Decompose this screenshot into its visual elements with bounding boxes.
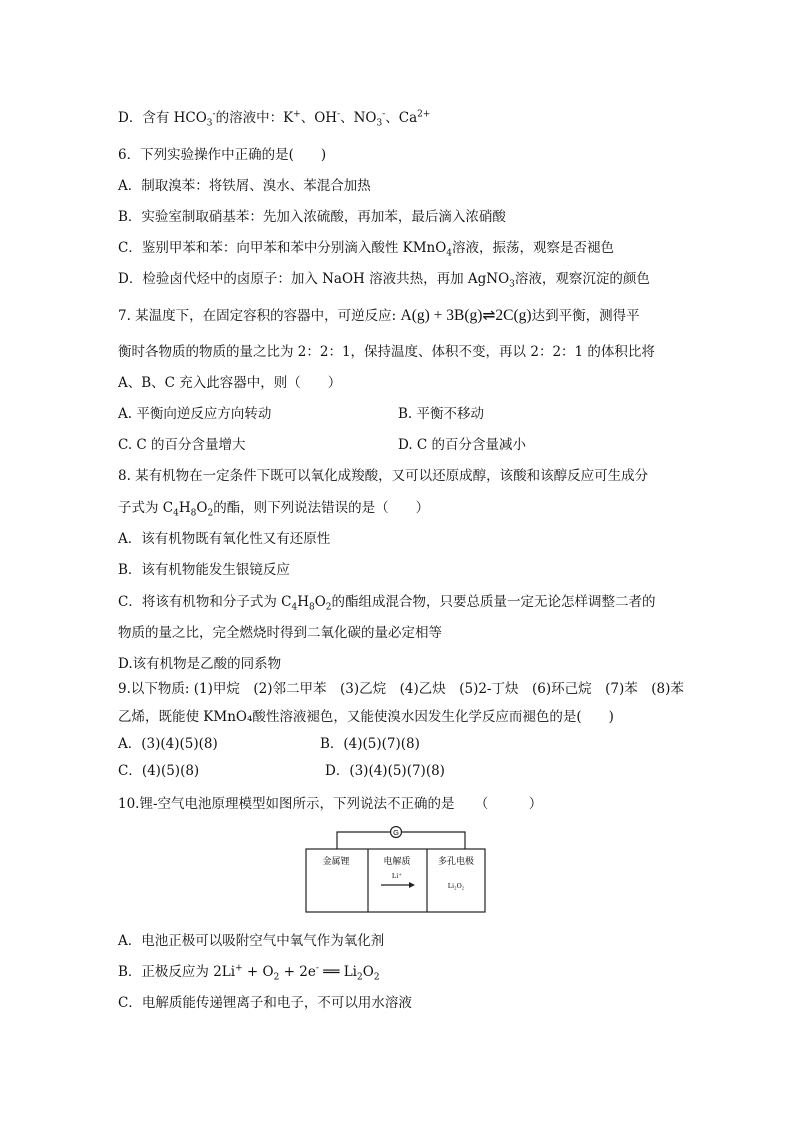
superscript: - <box>337 109 341 120</box>
question-8-option-b: B．该有机物能发生银镜反应 <box>118 562 290 578</box>
text: O <box>362 964 374 980</box>
question-8-option-c-line-1 <box>118 593 656 611</box>
superscript: 2+ <box>417 109 431 120</box>
question-10-option-c: C．电解质能传递锂离子和电子，不可以用水溶液 <box>118 995 412 1011</box>
question-9-stem-line-2: 乙烯，既能使 KMnO₄酸性溶液褪色，又能使溴水因发生化学反应而褪色的是( ) <box>118 709 614 725</box>
superscript: - <box>382 109 386 120</box>
product-label: Li₂O₂ <box>447 882 465 890</box>
question-8-option-c-line-2: 物质的量之比，完全燃烧时得到二氧化碳的量必定相等 <box>118 625 442 641</box>
text: H <box>178 500 191 516</box>
subscript: 3 <box>376 118 383 129</box>
subscript: 2 <box>357 972 363 983</box>
text: 、NO <box>340 110 377 126</box>
question-10-option-a: A．电池正极可以吸附空气中氧气作为氧化剂 <box>118 933 385 949</box>
subscript: 4 <box>291 602 298 613</box>
question-7-option-b: B. 平衡不移动 <box>398 406 485 422</box>
question-9-option-c: C．(4)(5)(8) <box>118 763 200 779</box>
text: 溶液，振荡，观察是否褪色 <box>452 240 615 256</box>
electrolyte-label: 电解质 <box>383 857 411 867</box>
text: D．含有 HCO <box>118 110 207 126</box>
question-9-stem-line-1: 9.以下物质: (1)甲烷 (2)邻二甲苯 (3)乙烷 (4)乙炔 (5)2-丁炔 (6)环己烷 (7)苯 (8)苯 <box>118 681 684 697</box>
question-9-option-d: D．(3)(4)(5)(7)(8) <box>325 763 445 779</box>
text: B．正极反应为 2Li <box>118 964 236 980</box>
text: C．将该有机物和分子式为 C <box>118 594 292 610</box>
text: 的溶液中：K <box>215 110 294 126</box>
question-7-stem-line-3: A、B、C 充入此容器中，则（ ） <box>118 375 342 391</box>
subscript: 3 <box>206 118 213 129</box>
text: 达到平衡，测得平 <box>531 308 640 324</box>
equilibrium-equation: A(g) + 3B(g)⇌2C(g) <box>400 307 532 324</box>
galvanometer-label: G <box>393 828 399 837</box>
text: O <box>314 594 326 610</box>
text: O <box>196 500 208 516</box>
text: 、Ca <box>385 110 418 126</box>
question-7-stem-line-1 <box>118 307 640 325</box>
subscript: 4 <box>173 508 179 519</box>
question-8-stem-line-2 <box>118 499 429 517</box>
lithium-metal-label: 金属锂 <box>322 857 350 867</box>
battery-diagram-svg <box>305 826 487 914</box>
subscript: 2 <box>207 508 214 519</box>
question-7-option-c: C. C 的百分含量增大 <box>118 437 246 453</box>
question-8-option-d: D.该有机物是乙酸的同系物 <box>118 656 282 672</box>
question-7-stem-line-2: 衡时各物质的物质的量之比为 2：2：1，保持温度、体积不变，再以 2：2：1 的体积比将 <box>118 344 655 360</box>
question-9-option-a: A．(3)(4)(5)(8) <box>118 736 218 752</box>
question-9-option-b: B．(4)(5)(7)(8) <box>320 736 420 752</box>
text: C．鉴别甲苯和苯：向甲苯和苯中分别滴入酸性 KMnO <box>118 240 447 256</box>
question-6-option-b: B．实验室制取硝基苯：先加入浓硫酸，再加苯，最后滴入浓硝酸 <box>118 209 506 225</box>
question-6-option-d <box>118 270 650 288</box>
superscript: - <box>212 109 216 120</box>
question-10-stem: 10.锂-空气电池原理模型如图所示，下列说法不正确的是 （ ） <box>118 796 543 812</box>
text: 溶液，观察沉淀的颜色 <box>514 271 650 287</box>
superscript: + <box>235 963 243 974</box>
question-10-option-b <box>118 963 380 981</box>
subscript: 2 <box>273 972 280 983</box>
text: H <box>297 594 309 610</box>
text: D．检验卤代烃中的卤原子：加入 NaOH 溶液共热，再加 AgNO <box>118 271 510 287</box>
text: ══ Li <box>318 964 357 980</box>
text: 7. 某温度下，在固定容积的容器中，可逆反应: <box>118 308 401 324</box>
question-8-stem-line-1: 8. 某有机物在一定条件下既可以氧化成羧酸，又可以还原成醇，该酸和该醇反应可生成分 <box>118 468 649 484</box>
question-7-option-a: A. 平衡向逆反应方向转动 <box>118 406 272 422</box>
question-6-option-a: A．制取溴苯：将铁屑、溴水、苯混合加热 <box>118 178 371 194</box>
subscript: 8 <box>190 508 197 519</box>
text: + O <box>242 964 274 980</box>
question-5-option-d <box>118 109 430 127</box>
subscript: 2 <box>325 602 332 613</box>
text: 子式为 C <box>118 500 174 516</box>
question-6-option-c <box>118 239 614 257</box>
text: 的酯，则下列说法错误的是（ ） <box>213 500 430 516</box>
arrow-head-icon <box>409 882 415 888</box>
text: 、OH <box>300 110 338 126</box>
question-8-option-a: A．该有机物既有氧化性又有还原性 <box>118 531 331 547</box>
text: 的酯组成混合物，只要总质量一定无论怎样调整二者的 <box>331 594 656 610</box>
text: + 2e <box>279 964 316 980</box>
subscript: 8 <box>308 602 315 613</box>
subscript: 2 <box>373 972 380 983</box>
superscript: - <box>315 963 319 974</box>
subscript: 4 <box>446 248 453 259</box>
subscript: 3 <box>509 279 515 290</box>
porous-electrode-label: 多孔电极 <box>437 857 475 867</box>
lithium-air-battery-diagram <box>305 826 487 914</box>
lithium-ion-label: Li⁺ <box>392 872 402 880</box>
question-7-option-d: D. C 的百分含量减小 <box>398 437 527 453</box>
question-6-stem: 6．下列实验操作中正确的是( ) <box>118 147 327 163</box>
superscript: + <box>293 109 301 120</box>
